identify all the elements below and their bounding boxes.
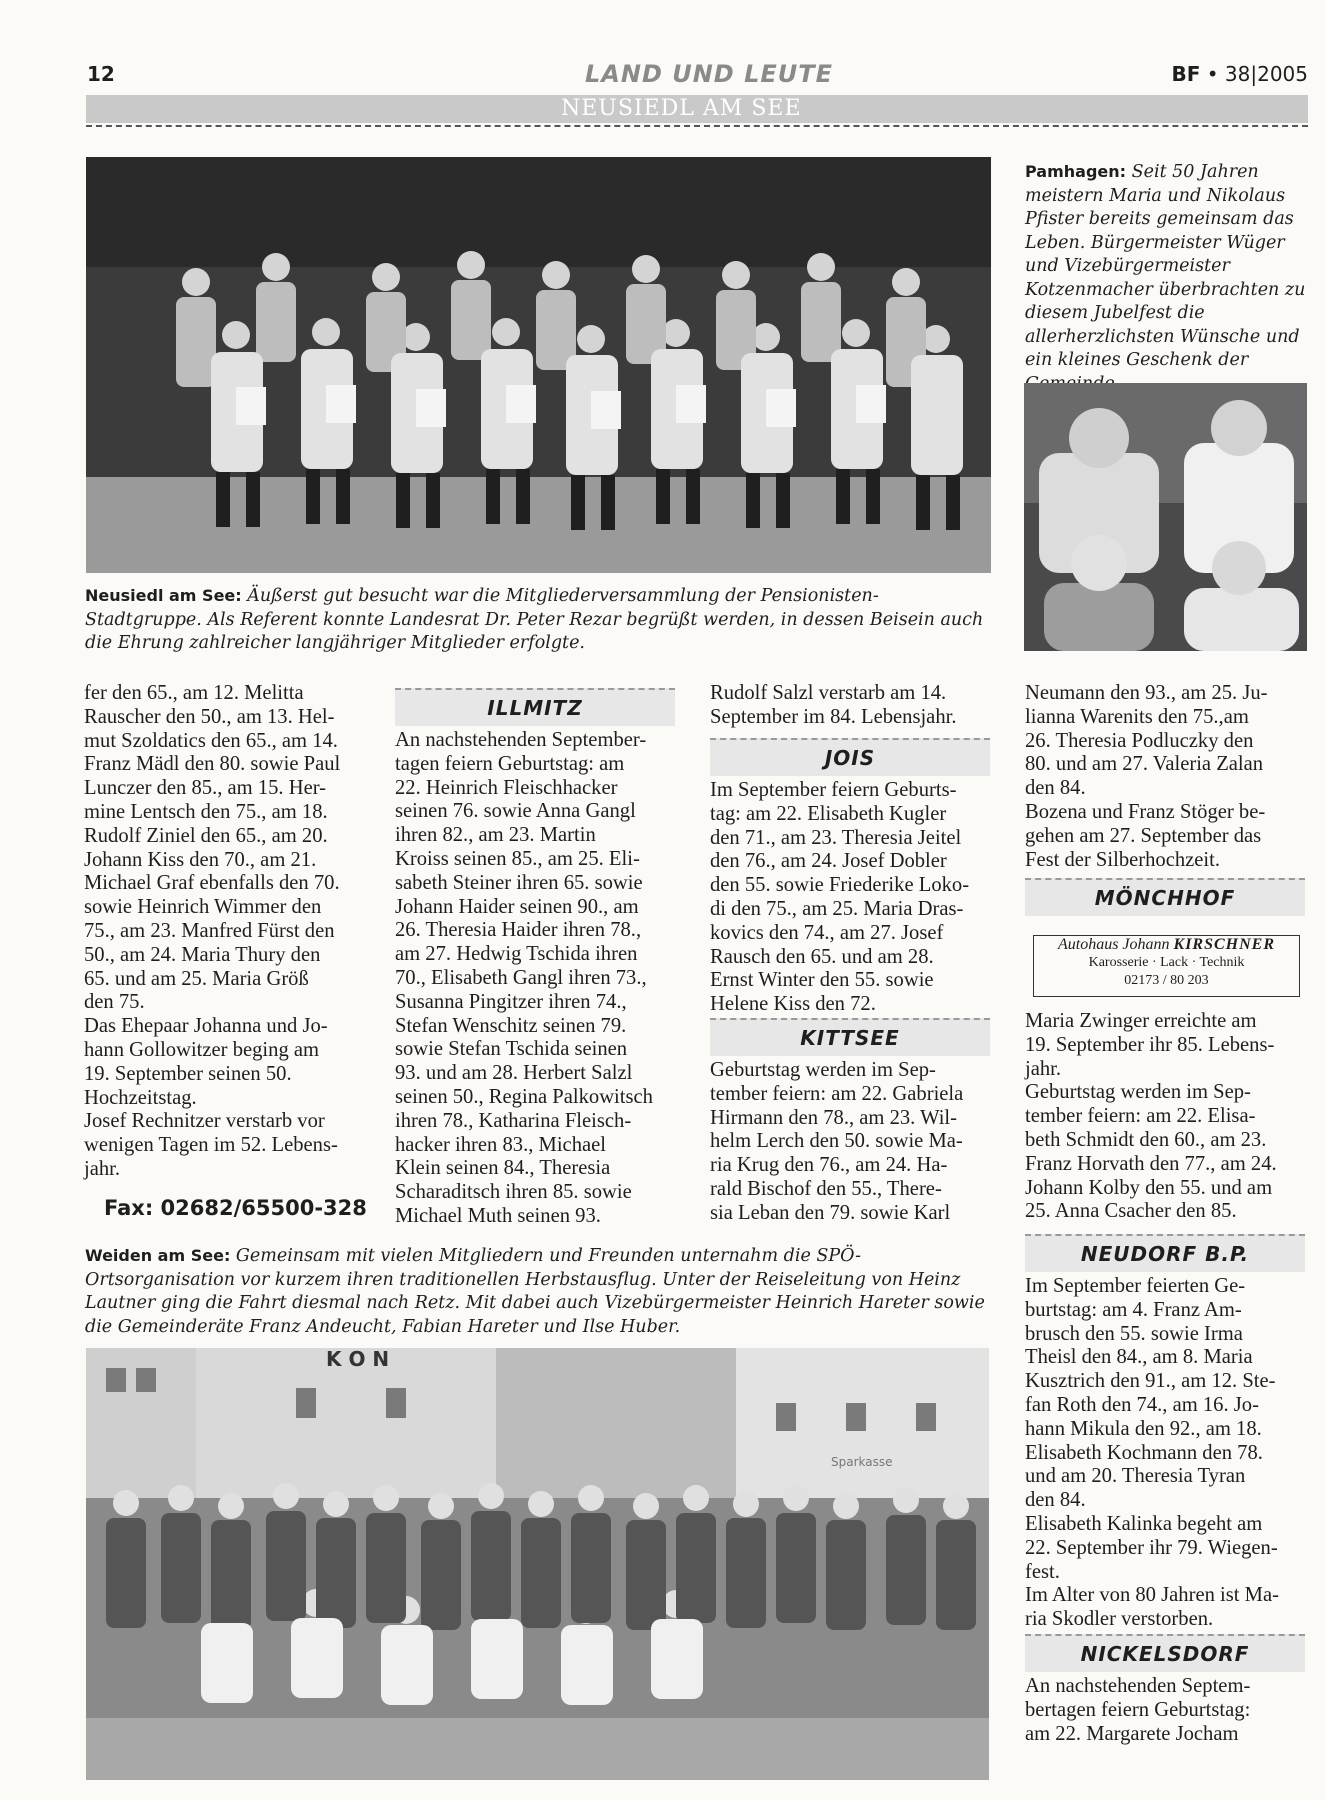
region-banner-title: NEUSIEDL AM SEE: [561, 96, 802, 121]
column-3-top-text: Rudolf Salzl verstarb am 14. September im 84. Lebensjahr.: [710, 682, 957, 728]
caption-weiden: [85, 1244, 1000, 1339]
column-4-top-text: Neumann den 93., am 25. Ju- lianna Warenits den 75.,am 26. Theresia Podluczky den 80. und am 27. Valeria Zalan den 84. Bozena und Franz Stöger be- gehen am 27. September das Fest der Silberhochzeit.: [1025, 682, 1268, 871]
nickelsdorf-text: An nachstehenden Septem- bertagen feiern Geburtstag: am 22. Margarete Jocham: [1025, 1675, 1251, 1745]
header-divider: [86, 125, 1308, 127]
photo-weiden-trip: [86, 1348, 989, 1780]
separator: •: [1206, 62, 1219, 86]
heading-neudorf: NEUDORF B.P.: [1025, 1234, 1305, 1272]
heading-jois: JOIS: [710, 738, 990, 776]
ad-services: Karosserie · Lack · Technik: [1088, 955, 1245, 970]
publication-short: BF: [1171, 62, 1201, 86]
page-number: 12: [87, 62, 115, 86]
column-1-text: fer den 65., am 12. Melitta Rauscher den 50., am 13. Hel- mut Szoldatics den 65., am 14. Franz Mädl den 80. sowie Paul Lunczer den 85., am 15. Her- mine Lentsch den 75., am 18. Rudolf Ziniel den 65., am 20. Johann Kiss den 70., am 21. Michael Graf ebenfalls den 70. sowie Heinrich Wimmer den 75., am 23. Manfred Fürst den 50., am 24. Maria Thury den 65. und am 25. Maria Größ den 75. Das Ehepaar Johanna und Jo- hann Gollowitzer beging am 19. September seinen 50. Hochzeitstag. Josef Rechnitzer verstarb vor wenigen Tagen im 52. Lebens- jahr.: [84, 682, 341, 1180]
neudorf-text: Im September feierten Ge- burtstag: am 4. Franz Am- brusch den 55. sowie Irma Theisl den 84., am 8. Maria Kusztrich den 91., am 12. Ste- fan Roth den 74., am 16. Jo- hann Mikula den 92., am 18. Elisabeth Kochmann den 78. und am 20. Theresia Tyran den 84. Elisabeth Kalinka begeht am 22. September ihr 79. Wiegen- fest. Im Alter von 80 Jahren ist Ma- ria Skodler verstorben.: [1025, 1275, 1279, 1631]
kittsee-text: Geburtstag werden im Sep- tember feiern: am 22. Gabriela Hirmann den 78., am 23. Wil- helm Lerch den 50. sowie Ma- ria Krug den 76., am 24. Ha- rald Bischof den 55., There- sia Leban den 79. sowie Karl: [710, 1059, 964, 1224]
illmitz-text: An nachstehenden September- tagen feiern Geburtstag: am 22. Heinrich Fleischhacker seinen 76. sowie Anna Gangl ihren 82., am 23. Martin Kroiss seinen 85., am 25. Eli- sabeth Steiner ihren 65. sowie Johann Haider seinen 90., am 26. Theresia Haider ihren 78., am 27. Hedwig Tschida ihren 70., Elisabeth Gangl ihren 73., Susanna Pingitzer ihren 74., Stefan Wenschitz seinen 79. sowie Stefan Tschida seinen 93. und am 28. Herbert Salzl seinen 50., Regina Palkowitsch ihren 78., Katharina Fleisch- hacker ihren 83., Michael Klein seinen 84., Theresia Scharaditsch ihren 85. sowie Michael Muth seinen 93.: [395, 729, 653, 1227]
moenchhof-text: Maria Zwinger erreichte am 19. September ihr 85. Lebens- jahr. Geburtstag werden im Sep- tember feiern: am 22. Elisa- beth Schmidt den 60., am 23. Franz Horvath den 77., am 24. Johann Kolby den 55. und am 25. Anna Csacher den 85.: [1025, 1010, 1277, 1223]
heading-illmitz: ILLMITZ: [395, 688, 675, 726]
bank-sign: Sparkasse: [831, 1455, 893, 1469]
heading-nickelsdorf: NICKELSDORF: [1025, 1634, 1305, 1672]
heading-moenchhof: MÖNCHHOF: [1025, 878, 1305, 916]
caption-pamhagen: [1025, 160, 1310, 396]
photo-pamhagen-couple: [1024, 383, 1307, 651]
fax-number: Fax: 02682/65500-328: [104, 1196, 367, 1220]
caption-text: Äußerst gut besucht war die Mitgliederversammlung der Pensionisten-Stadtgruppe. Als Referent konnte Landesrat Dr. Peter Rezar begrüßt werden, in dessen Beisein auch die Ehrung zahlreicher langjähriger Mitglieder erfolgte.: [85, 586, 984, 653]
caption-text: Gemeinsam mit vielen Mitgliedern und Freunden unternahm die SPÖ-Ortsorganisation vor kurzem ihren traditionellen Herbstausflug. Unter der Reiseleitung von Heinz Lautner ging die Fahrt diesmal nach Retz. Mit dabei auch Vizebürgermeister Heinrich Hareter sowie die Gemeinderäte Franz Andeucht, Fabian Hareter und Ilse Huber.: [85, 1246, 985, 1337]
caption-place: Weiden am See:: [85, 1246, 231, 1265]
issue-year: 2005: [1257, 62, 1308, 86]
issue-number: 38: [1224, 62, 1251, 86]
region-banner: [86, 95, 1308, 123]
caption-place: Neusiedl am See:: [85, 586, 242, 605]
issue-info: BF • 38|2005: [1171, 62, 1308, 86]
caption-neusiedl: [85, 584, 990, 656]
heading-kittsee: KITTSEE: [710, 1018, 990, 1056]
jois-text: Im September feiern Geburts- tag: am 22. Elisabeth Kugler den 71., am 23. Theresia Jeitel den 76., am 24. Josef Dobler den 55. sowie Friederike Loko- di den 75., am 25. Maria Dras- kovics den 74., am 27. Josef Rausch den 65. und am 28. Ernst Winter den 55. sowie Helene Kiss den 72.: [710, 779, 970, 1016]
caption-place: Pamhagen:: [1025, 162, 1127, 181]
ad-title: Autohaus Johann KIRSCHNER: [1057, 936, 1276, 953]
building-letters: K O N: [326, 1348, 390, 1371]
caption-text: Seit 50 Jahren meistern Maria und Nikolaus Pfister bereits gemeinsam das Leben. Bürgermeister Wüger und Vizebürgermeister Kotzenmacher überbrachten zu diesem Jubelfest die allerherzlichsten Wünsche und ein kleines Geschenk der: [1025, 162, 1306, 370]
section-title: LAND UND LEUTE: [585, 60, 834, 88]
photo-neusiedl-group: [86, 157, 991, 573]
ad-phone: 02173 / 80 203: [1124, 973, 1209, 988]
ad-autohaus-kirschner: [1033, 935, 1300, 997]
